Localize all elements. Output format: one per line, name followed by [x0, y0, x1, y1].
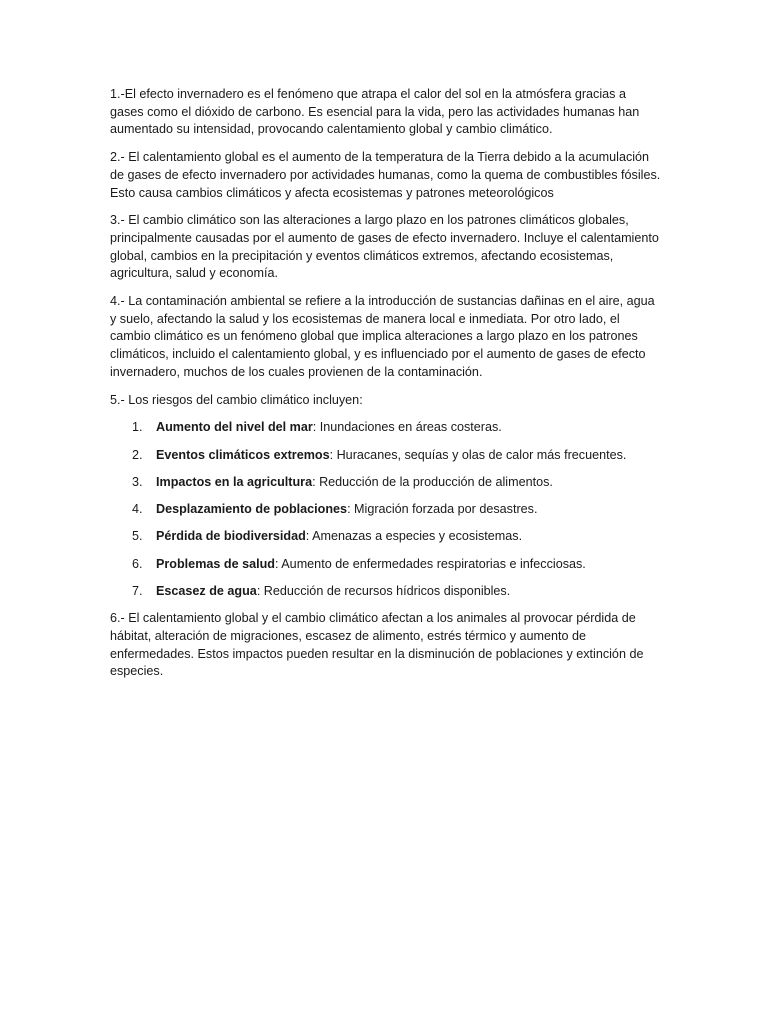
list-item-description: : Migración forzada por desastres.: [347, 502, 538, 517]
paragraph-global-warming: 2.- El calentamiento global es el aumento de la temperatura de la Tierra debido a la acumulación de gases de efecto invernadero por actividades humanas, como la quema de combustibles fósiles. Esto causa cambios climáticos y afecta ecosistemas y patrones meteorológicos: [110, 150, 661, 200]
paragraph-pollution: 4.- La contaminación ambiental se refiere a la introducción de sustancias dañinas en el aire, agua y suelo, afectando la salud y los ecosistemas de manera local e inmediata. Por otro lado, el cambio climático es un fenómeno global que implica alteraciones a largo plazo en los patrones climáticos, incluido el calentamiento global, y es influenciado por el aumento de gases de efecto invernadero, muchos de los cuales provienen de la contaminación.: [110, 294, 655, 379]
list-item-description: : Reducción de recursos hídricos disponibles.: [256, 584, 511, 599]
list-item: [110, 447, 662, 465]
list-item-description: : Inundaciones en áreas costeras.: [312, 420, 502, 435]
paragraph-risks-intro: 5.- Los riesgos del cambio climático incluyen:: [110, 392, 363, 407]
list-item: [110, 419, 662, 437]
list-item-description: : Reducción de la producción de alimentos.: [312, 474, 553, 489]
list-item-number: 4.: [132, 502, 143, 517]
list-item-description: : Amenazas a especies y ecosistemas.: [305, 529, 523, 544]
list-item-number: 7.: [132, 584, 143, 599]
list-item-number: 6.: [132, 556, 143, 571]
document-page: [110, 86, 662, 691]
list-item-term: Aumento del nivel del mar: [156, 420, 313, 435]
list-item-description: : Aumento de enfermedades respiratorias e infecciosas.: [274, 556, 586, 571]
list-item-number: 1.: [132, 420, 143, 435]
list-item-number: 3.: [132, 474, 143, 489]
list-item-term: Escasez de agua: [156, 584, 257, 599]
paragraph-climate-change: 3.- El cambio climático son las alteraciones a largo plazo en los patrones climáticos globales, principalmente causadas por el aumento de gases de efecto invernadero. Incluye el calentamiento global, cambios en la precipitación y eventos climáticos extremos, afectando ecosistemas, agricultura, salud y economía.: [110, 213, 659, 281]
list-item-number: 5.: [132, 529, 143, 544]
list-item: [110, 474, 662, 492]
list-item: [110, 583, 662, 601]
list-item-term: Impactos en la agricultura: [156, 474, 313, 489]
list-item-term: Desplazamiento de poblaciones: [156, 502, 348, 517]
list-item-term: Pérdida de biodiversidad: [156, 529, 306, 544]
list-item: [110, 501, 662, 519]
list-item: [110, 528, 662, 546]
paragraph-animal-impacts: 6.- El calentamiento global y el cambio climático afectan a los animales al provocar pérdida de hábitat, alteración de migraciones, escasez de alimento, estrés térmico y aumento de enfermedades. Estos impactos pueden resultar en la disminución de poblaciones y extinción de especies.: [110, 611, 644, 679]
list-item-number: 2.: [132, 447, 143, 462]
list-item-description: : Huracanes, sequías y olas de calor más frecuentes.: [329, 447, 627, 462]
paragraph-greenhouse-effect: 1.-El efecto invernadero es el fenómeno que atrapa el calor del sol en la atmósfera gracias a gases como el dióxido de carbono. Es esencial para la vida, pero las actividades humanas han aumentado su intensidad, provocando calentamiento global y cambio climático.: [110, 87, 640, 137]
list-item: [110, 556, 662, 574]
list-item-term: Problemas de salud: [156, 556, 275, 571]
risks-list: [110, 419, 662, 600]
list-item-term: Eventos climáticos extremos: [156, 447, 330, 462]
